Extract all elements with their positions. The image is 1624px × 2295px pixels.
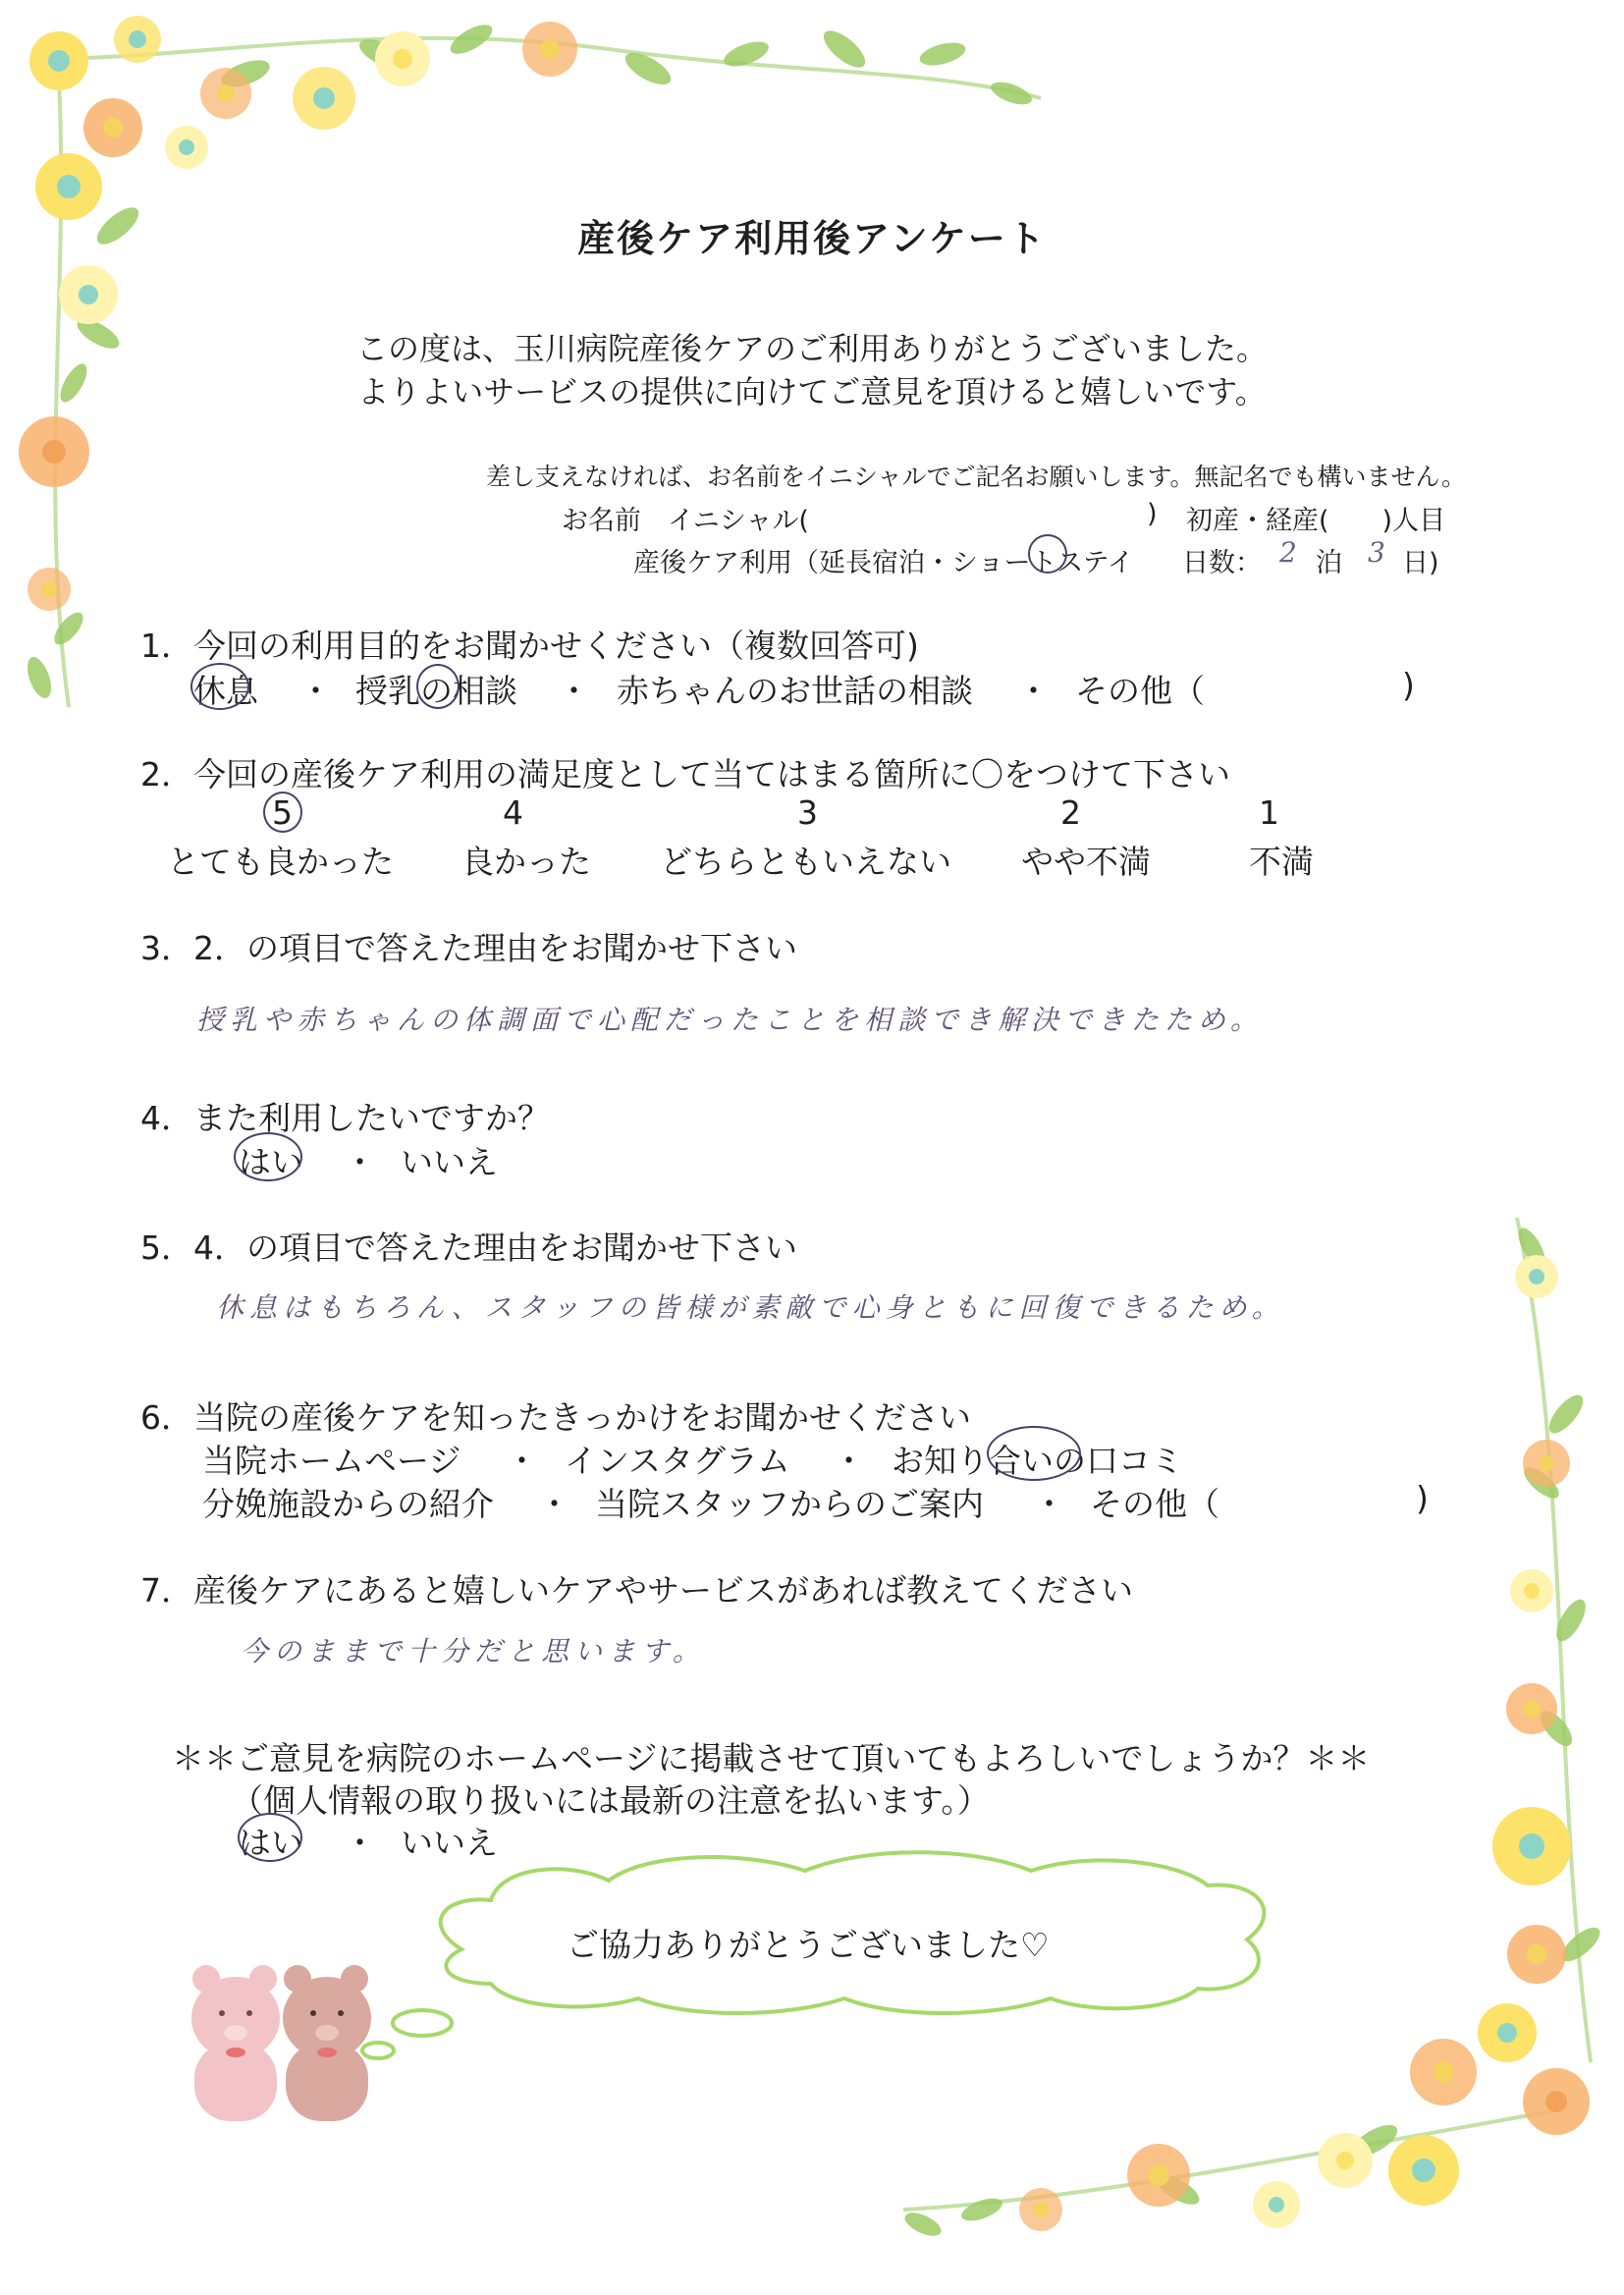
q4-question: 4．また利用したいですか？ (140, 1099, 550, 1137)
days-unit: 日) (1402, 548, 1439, 578)
q2-scale-1-num: 1 (1259, 793, 1279, 832)
q1-option-breastfeeding: 授乳の相談 (355, 672, 517, 710)
q2-scale-3-num: 3 (797, 793, 818, 832)
q6-option-staff-guidance: 当院スタッフからのご案内 (595, 1485, 984, 1523)
q6-question: 6．当院の産後ケアを知ったきっかけをお聞かせください (140, 1398, 971, 1437)
vine-right (903, 1218, 1591, 2210)
q6-other-close: ) (1416, 1479, 1429, 1517)
q2-question: 2．今回の産後ケア利用の満足度として当てはまる箇所に〇をつけて下さい (140, 755, 1230, 793)
q4-yes-circle (234, 1132, 302, 1181)
q1-other-close: ) (1402, 666, 1415, 704)
q6-separator: ・ (506, 1442, 538, 1480)
name-label: お名前 イニシャル( (562, 506, 809, 536)
q1-option-rest: 休息 (193, 672, 258, 710)
birth-count-field: 初産・経産( )人目 (1186, 506, 1446, 536)
q6-option-instagram: インスタグラム (565, 1442, 790, 1480)
publish-yes-circle (238, 1813, 302, 1862)
q2-scale-4-num: 4 (503, 793, 523, 832)
thanks-message: ご協力ありがとうございました♡ (567, 1926, 1050, 1964)
q2-scale-4-label: 良かった (461, 843, 591, 881)
q7-handwritten-answer: 今のままで十分だと思います。 (241, 1635, 706, 1667)
q6-option-word-of-mouth: お知り合いの口コミ (892, 1442, 1183, 1480)
q1-question: 1．今回の利用目的をお聞かせください（複数回答可) (140, 627, 919, 665)
q2-selected-circle (263, 792, 302, 833)
name-note: 差し支えなければ、お名前をイニシャルでご記名お願いします。無記名でも構いません。 (486, 463, 1467, 491)
q6-option-other: その他（ (1090, 1485, 1219, 1523)
q1-separator: ・ (1017, 672, 1050, 710)
short-stay-mark (1028, 534, 1067, 574)
q1-separator: ・ (299, 672, 332, 710)
publish-yes: はい (239, 1824, 303, 1862)
nights-value: 2 (1279, 536, 1297, 569)
q1-separator: ・ (558, 672, 590, 710)
q1-breastfeeding-circle (416, 664, 460, 709)
q4-no: いいえ (401, 1143, 498, 1181)
q6-separator: ・ (1033, 1485, 1065, 1523)
stay-days-label: 日数： (1182, 548, 1262, 578)
q3-question: 3．2．の項目で答えた理由をお聞かせ下さい (140, 929, 797, 967)
q2-scale-5-label: とても良かった (167, 843, 394, 881)
intro-line-2: よりよいサービスの提供に向けてご意見を頂けると嬉しいです。 (357, 373, 1267, 410)
days-value: 3 (1368, 536, 1385, 569)
q2-scale-2-label: やや不満 (1021, 843, 1151, 881)
page-title: 産後ケア利用後アンケート (577, 217, 1047, 260)
q6-separator: ・ (833, 1442, 865, 1480)
q2-scale-2-num: 2 (1060, 793, 1081, 832)
publish-question: ＊＊ご意見を病院のホームページに掲載させて頂いてもよろしいでしょうか？＊＊ (172, 1739, 1371, 1777)
publish-separator: ・ (344, 1824, 376, 1862)
q6-separator: ・ (538, 1485, 570, 1523)
q2-scale-3-label: どちらともいえない (660, 843, 951, 881)
q2-scale-5-num: 5 (272, 793, 293, 832)
flower-group-top-left (19, 16, 577, 611)
q1-option-other: その他（ (1075, 672, 1205, 710)
q3-handwritten-answer: 授乳や赤ちゃんの体調面で心配だったことを相談でき解決できたため。 (196, 1004, 1264, 1036)
q1-rest-circle (190, 663, 249, 710)
publish-no: いいえ (401, 1824, 498, 1862)
nights-unit: 泊 (1316, 548, 1342, 578)
q6-word-of-mouth-circle (987, 1426, 1081, 1481)
q6-option-facility-referral: 分娩施設からの紹介 (202, 1485, 494, 1523)
bear-pink-illustration (191, 1965, 280, 2121)
name-close-paren: ) (1147, 499, 1158, 529)
q5-handwritten-answer: 休息はもちろん、スタッフの皆様が素敵で心身ともに回復できるため。 (216, 1291, 1285, 1324)
stay-type-label: 産後ケア利用（延長宿泊・ショートステイ (633, 548, 1134, 578)
q7-question: 7．産後ケアにあると嬉しいケアやサービスがあれば教えてください (140, 1571, 1133, 1610)
q5-question: 5．4．の項目で答えた理由をお聞かせ下さい (140, 1229, 797, 1267)
q2-scale-1-label: 不満 (1249, 843, 1314, 881)
q6-option-homepage: 当院ホームページ (202, 1442, 461, 1480)
q4-separator: ・ (344, 1143, 376, 1181)
q4-yes: はい (239, 1143, 303, 1181)
publish-privacy-note: （個人情報の取り扱いには最新の注意を払います。） (231, 1781, 990, 1820)
bear-brown-illustration (283, 1965, 371, 2121)
q1-option-babycare: 赤ちゃんのお世話の相談 (617, 672, 973, 710)
intro-line-1: この度は、玉川病院産後ケアのご利用ありがとうございました。 (355, 330, 1268, 367)
